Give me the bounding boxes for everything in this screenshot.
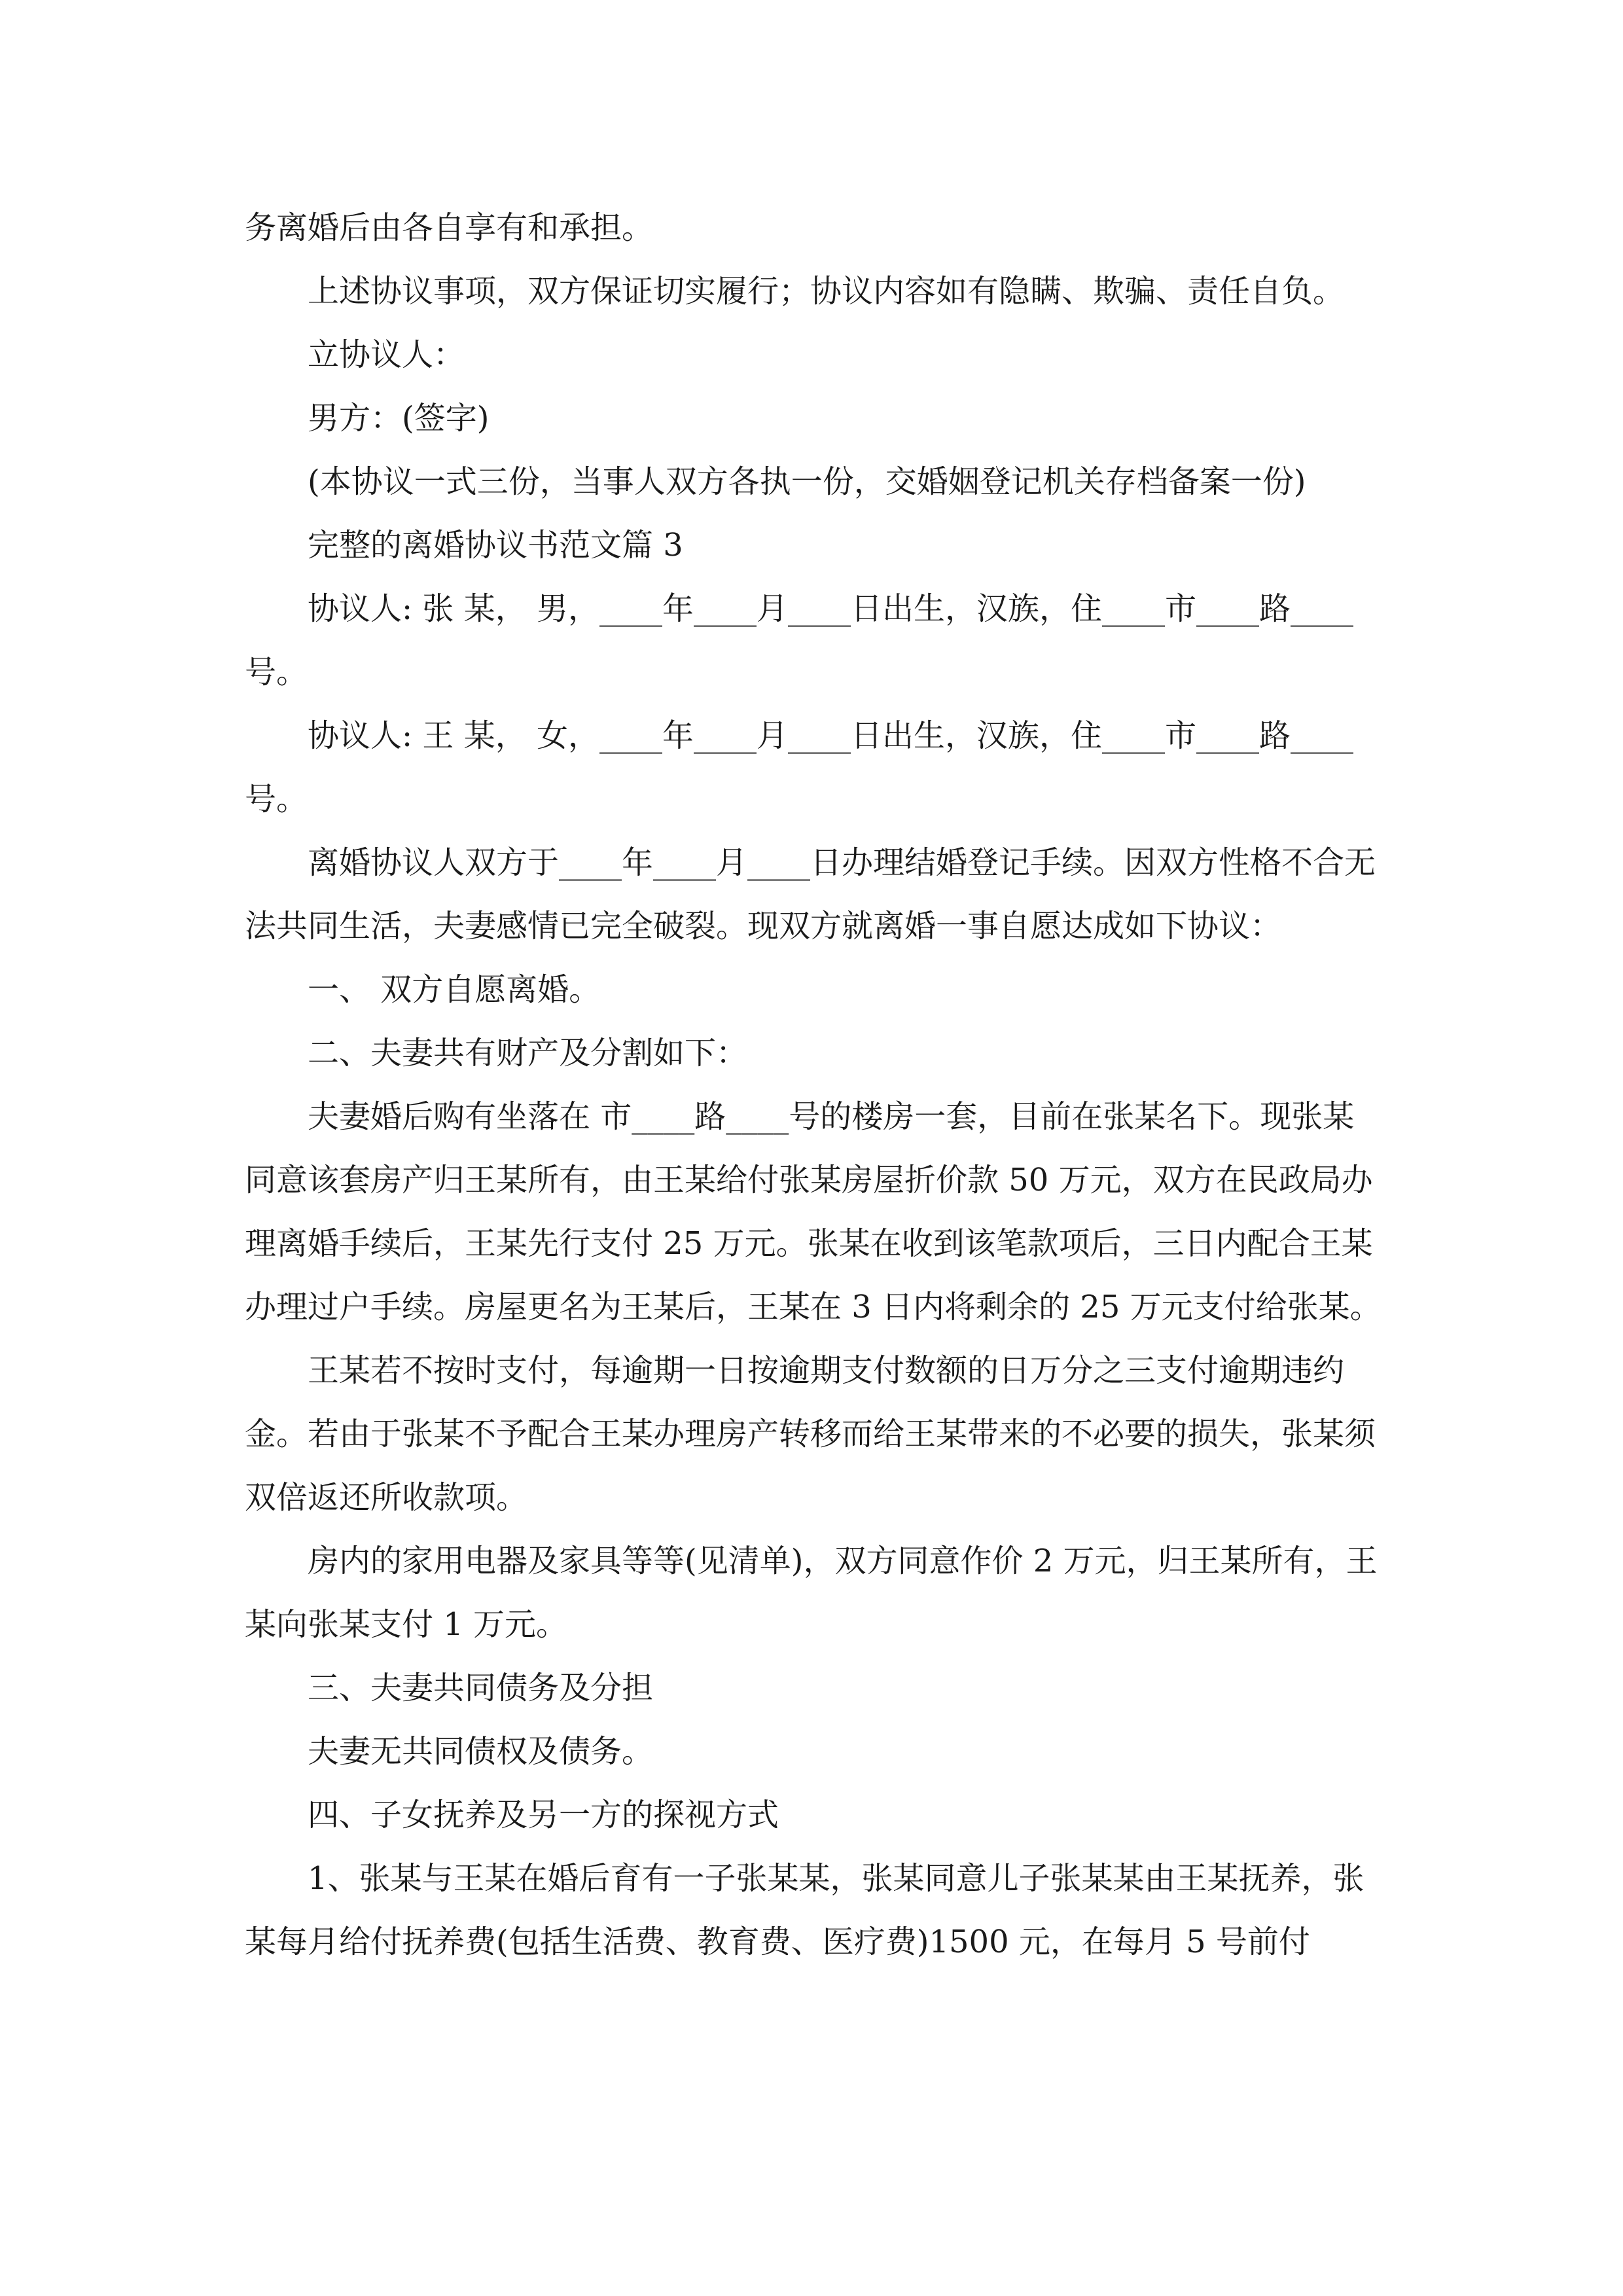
clause-heading: 三、夫妻共同债务及分担 [308, 1670, 654, 1706]
paragraph: 务离婚后由各自享有和承担。 [245, 209, 654, 246]
clause-heading: 一、 双方自愿离婚。 [308, 971, 601, 1008]
paragraph: 协议人: 张 某， 男，____年____月____日出生，汉族，住____市____路____号。 [245, 590, 1353, 691]
paragraph: 上述协议事项，双方保证切实履行；协议内容如有隐瞒、欺骗、责任自负。 [308, 273, 1345, 310]
section-title: 完整的离婚协议书范文篇 3 [308, 527, 683, 564]
paragraph: 夫妻无共同债权及债务。 [308, 1733, 654, 1770]
paragraph: 男方：(签字) [308, 400, 490, 437]
paragraph: (本协议一式三份，当事人双方各执一份，交婚姻登记机关存档备案一份) [308, 463, 1306, 500]
paragraph: 协议人: 王 某， 女，____年____月____日出生，汉族，住____市____路____号。 [245, 717, 1353, 817]
paragraph: 夫妻婚后购有坐落在 市____路____号的楼房一套，目前在张某名下。现张某同意该套房产归王某所有，由王某给付张某房屋折价款 50 万元，双方在民政局办理离婚手续后，王某先行支付 25 万元。张某在收到该笔款项后，三日内配合王某办理过户手续。房屋更名为王某后，王某在 3 日内将剩余的 25 万元支付给张某。 [245, 1098, 1382, 1325]
paragraph: 立协议人： [308, 336, 465, 373]
document-body [245, 196, 1383, 1974]
paragraph: 王某若不按时支付，每逾期一日按逾期支付数额的日万分之三支付逾期违约金。若由于张某不予配合王某办理房产转移而给王某带来的不必要的损失，张某须双倍返还所收款项。 [245, 1352, 1376, 1516]
paragraph: 房内的家用电器及家具等等(见清单)，双方同意作价 2 万元，归王某所有，王某向张某支付 1 万元。 [245, 1543, 1378, 1643]
paragraph: 离婚协议人双方于____年____月____日办理结婚登记手续。因双方性格不合无法共同生活，夫妻感情已完全破裂。现双方就离婚一事自愿达成如下协议： [245, 844, 1376, 944]
paragraph: 1、张某与王某在婚后育有一子张某某，张某同意儿子张某某由王某抚养，张某每月给付抚养费(包括生活费、教育费、医疗费)1500 元，在每月 5 号前付 [245, 1860, 1364, 1960]
clause-heading: 二、夫妻共有财产及分割如下： [308, 1035, 748, 1071]
clause-heading: 四、子女抚养及另一方的探视方式 [308, 1797, 779, 1833]
